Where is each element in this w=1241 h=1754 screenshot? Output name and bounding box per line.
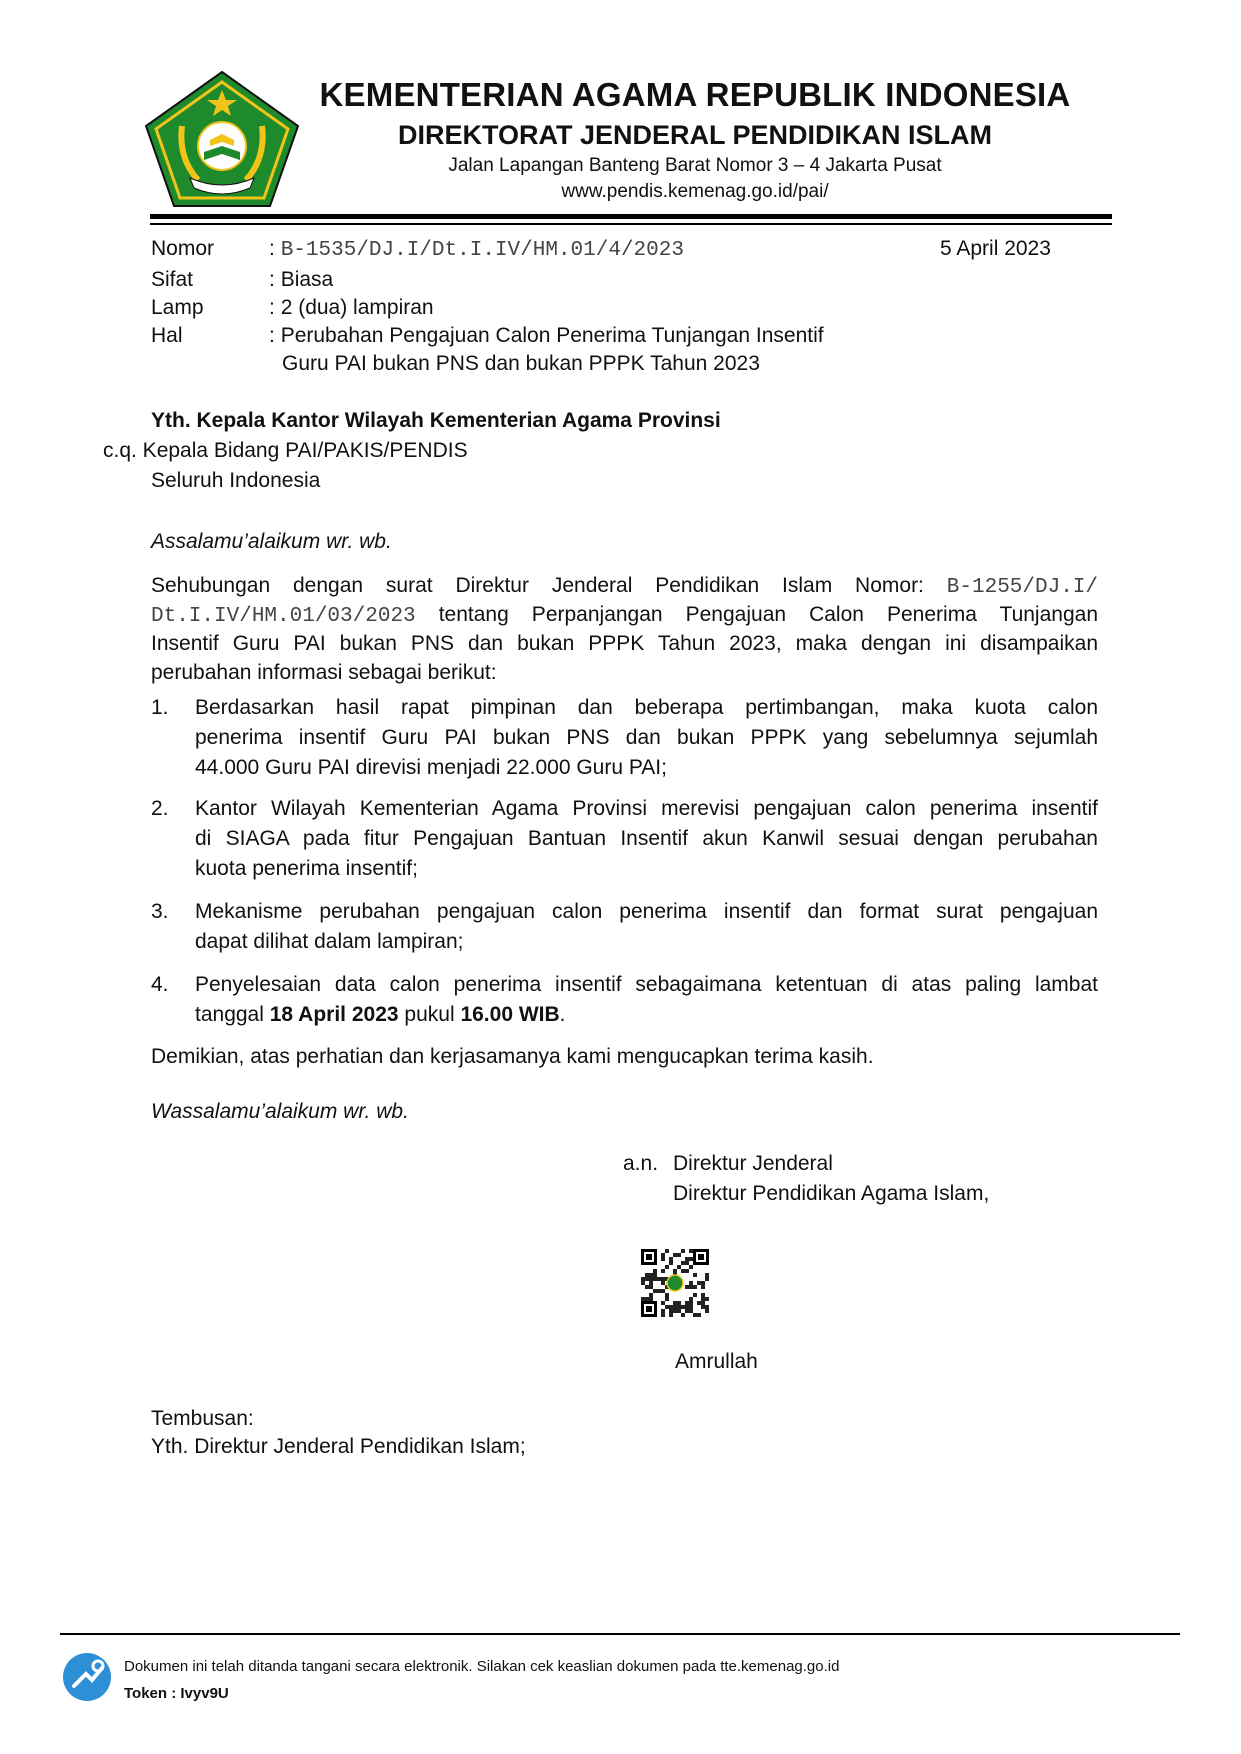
qr-module: [677, 1253, 681, 1257]
qr-module: [649, 1281, 653, 1285]
qr-module: [705, 1297, 709, 1301]
signature-an: a.n.: [623, 1152, 659, 1175]
qr-module: [641, 1281, 645, 1285]
qr-module: [661, 1301, 665, 1305]
qr-module: [657, 1277, 661, 1281]
nomor-value: B-1535/DJ.I/Dt.I.IV/HM.01/4/2023: [280, 239, 684, 262]
qr-module: [689, 1297, 693, 1301]
signatory-name: Amrullah: [675, 1350, 758, 1373]
colon: :: [269, 268, 275, 291]
letterhead-divider-thick: [150, 214, 1112, 219]
qr-module: [665, 1297, 669, 1301]
qr-module: [689, 1265, 693, 1269]
signature-title2: Direktur Pendidikan Agama Islam,: [673, 1182, 990, 1205]
recipient-line2: c.q. Kepala Bidang PAI/PAKIS/PENDIS: [103, 439, 468, 462]
list-item-1-line3: 44.000 Guru PAI direvisi menjadi 22.000 Guru PAI;: [195, 756, 667, 779]
qr-module: [685, 1309, 689, 1313]
deadline-prefix: tanggal: [195, 1003, 264, 1026]
colon: :: [269, 237, 275, 260]
qr-module: [681, 1249, 685, 1253]
qr-module: [665, 1265, 669, 1269]
list-item-2-line1: Kantor Wilayah Kementerian Agama Provinsi merevisi pengajuan calon penerima insentif: [195, 797, 1098, 820]
qr-module: [689, 1309, 693, 1313]
hal-label: Hal: [151, 324, 183, 347]
office-address: Jalan Lapangan Banteng Barat Nomor 3 – 4 Jakarta Pusat: [448, 155, 942, 176]
lamp-value: 2 (dua) lampiran: [280, 296, 434, 319]
hal-row: [269, 322, 824, 350]
qr-module: [701, 1305, 705, 1309]
sifat-value: Biasa: [280, 268, 334, 291]
qr-module: [665, 1249, 669, 1253]
qr-module: [689, 1301, 693, 1305]
qr-module: [661, 1289, 665, 1293]
list-item-number: 3.: [151, 900, 169, 923]
qr-module: [649, 1277, 653, 1281]
qr-module: [661, 1313, 665, 1317]
signature-title1: Direktur Jenderal: [673, 1152, 833, 1175]
tembusan-line1: Yth. Direktur Jenderal Pendidikan Islam;: [151, 1435, 526, 1458]
list-item-number: 1.: [151, 696, 169, 719]
ministry-name: KEMENTERIAN AGAMA REPUBLIK INDONESIA: [319, 76, 1071, 113]
qr-module: [649, 1285, 653, 1289]
qr-module: [669, 1309, 673, 1313]
verification-token: Token : Ivyv9U: [124, 1685, 229, 1702]
qr-module: [693, 1273, 697, 1277]
closing-text: Demikian, atas perhatian dan kerjasamanya kami mengucapkan terima kasih.: [151, 1045, 874, 1068]
list-item-number: 2.: [151, 797, 169, 820]
qr-module: [697, 1313, 701, 1317]
qr-module: [665, 1293, 669, 1297]
deadline-time: 16.00 WIB: [460, 1003, 560, 1026]
qr-module: [677, 1265, 681, 1269]
qr-module: [681, 1313, 685, 1317]
qr-module: [701, 1297, 705, 1301]
qr-module: [705, 1309, 709, 1313]
qr-module: [645, 1285, 649, 1289]
deadline-connector: pukul: [404, 1003, 455, 1026]
qr-module: [701, 1281, 705, 1285]
letter-date: 5 April 2023: [940, 237, 1051, 260]
intro-text: tentang Perpanjangan Pengajuan Calon Penerima Tunjangan: [438, 603, 1098, 626]
qr-module: [685, 1301, 689, 1305]
qr-module: [701, 1285, 705, 1289]
qr-module: [649, 1273, 653, 1277]
qr-module: [661, 1281, 665, 1285]
list-item-3-line1: Mekanisme perubahan pengajuan calon penerima insentif dan format surat pengajuan: [195, 900, 1098, 923]
qr-module: [677, 1309, 681, 1313]
qr-module: [641, 1277, 645, 1281]
footer-divider: [60, 1633, 1180, 1635]
hal-value-line2: Guru PAI bukan PNS dan bukan PPPK Tahun 2023: [282, 352, 760, 375]
nomor-label: Nomor: [151, 237, 215, 260]
website-url[interactable]: www.pendis.kemenag.go.id/pai/: [561, 181, 829, 202]
qr-module: [689, 1281, 693, 1285]
qr-module: [669, 1257, 673, 1261]
letterhead-divider-thin: [150, 223, 1112, 225]
qr-module: [673, 1305, 677, 1309]
colon: :: [269, 324, 275, 347]
qr-module: [645, 1277, 649, 1281]
qr-module: [641, 1297, 645, 1301]
directorate-name: DIREKTORAT JENDERAL PENDIDIKAN ISLAM: [397, 120, 993, 150]
qr-module: [697, 1281, 701, 1285]
qr-module: [653, 1289, 657, 1293]
qr-module: [697, 1301, 701, 1305]
intro-line1: [151, 571, 1098, 602]
qr-module: [653, 1269, 657, 1273]
qr-module: [689, 1285, 693, 1289]
qr-module: [701, 1301, 705, 1305]
qr-module: [661, 1309, 665, 1313]
list-item-number: 4.: [151, 973, 169, 996]
qr-module: [645, 1273, 649, 1277]
qr-module: [673, 1301, 677, 1305]
qr-module: [681, 1269, 685, 1273]
signature-qr-code[interactable]: [641, 1249, 709, 1317]
list-item-1-line2: penerima insentif Guru PAI bukan PNS dan bukan PPPK yang sebelumnya sejumlah: [195, 726, 1098, 749]
list-item-2-line2: di SIAGA pada fitur Pengajuan Bantuan Insentif akun Kanwil sesuai dengan perubahan: [195, 827, 1098, 850]
reference-number-part1: B-1255/DJ.I/: [946, 576, 1099, 599]
deadline-date: 18 April 2023: [269, 1003, 399, 1026]
qr-module: [689, 1257, 693, 1261]
qr-module: [681, 1261, 685, 1265]
qr-module: [661, 1257, 665, 1261]
qr-module: [661, 1269, 665, 1273]
qr-module: [689, 1305, 693, 1309]
qr-module: [701, 1293, 705, 1297]
qr-module: [685, 1269, 689, 1273]
sifat-label: Sifat: [151, 268, 194, 291]
qr-module: [685, 1285, 689, 1289]
hal-value-line1: Perubahan Pengajuan Calon Penerima Tunjangan Insentif: [280, 324, 824, 347]
qr-module: [705, 1277, 709, 1281]
qr-module: [685, 1305, 689, 1309]
lamp-label: Lamp: [151, 296, 204, 319]
qr-module: [653, 1273, 657, 1277]
qr-module: [705, 1273, 709, 1277]
qr-module: [685, 1257, 689, 1261]
tembusan-label: Tembusan:: [151, 1407, 254, 1430]
qr-module: [673, 1309, 677, 1313]
reference-number-part2: Dt.I.IV/HM.01/03/2023: [151, 605, 416, 628]
lamp-row: [269, 294, 434, 322]
qr-module: [661, 1277, 665, 1281]
esign-notice: Dokumen ini telah ditanda tangani secara elektronik. Silakan cek keaslian dokumen pada tte.kemenag.go.id: [124, 1658, 840, 1675]
recipient-line3: Seluruh Indonesia: [151, 469, 321, 492]
qr-module: [677, 1305, 681, 1309]
qr-module: [693, 1293, 697, 1297]
ministry-logo: [142, 68, 302, 210]
qr-module: [673, 1253, 677, 1257]
intro-text: Sehubungan dengan surat Direktur Jenderal Pendidikan Islam Nomor:: [151, 574, 924, 597]
qr-module: [649, 1297, 653, 1301]
list-item-2-line3: kuota penerima insentif;: [195, 857, 418, 880]
qr-module: [645, 1297, 649, 1301]
greeting: Assalamu’alaikum wr. wb.: [151, 530, 392, 553]
qr-module: [657, 1289, 661, 1293]
farewell: Wassalamu’alaikum wr. wb.: [151, 1100, 409, 1123]
sifat-row: [269, 266, 333, 294]
qr-module: [673, 1269, 677, 1273]
qr-module: [661, 1253, 665, 1257]
qr-module: [685, 1261, 689, 1265]
intro-line4: perubahan informasi sebagai berikut:: [151, 661, 497, 684]
qr-module: [665, 1305, 669, 1309]
qr-module: [669, 1305, 673, 1309]
list-item-1-line1: Berdasarkan hasil rapat pimpinan dan beberapa pertimbangan, maka kuota calon: [195, 696, 1098, 719]
deadline-period: .: [559, 1003, 566, 1026]
tte-verified-icon: [62, 1652, 112, 1702]
qr-module: [681, 1305, 685, 1309]
intro-line3: Insentif Guru PAI bukan PNS dan bukan PPPK Tahun 2023, maka dengan ini disampaikan: [151, 632, 1098, 655]
qr-module: [669, 1261, 673, 1265]
nomor-row: [269, 235, 684, 265]
list-item-4-line1: Penyelesaian data calon penerima insentif sebagaimana ketentuan di atas paling lambat: [195, 973, 1098, 996]
list-item-4-line2: [195, 1000, 1098, 1030]
qr-module: [649, 1293, 653, 1297]
recipient-line1: Yth. Kepala Kantor Wilayah Kementerian Agama Provinsi: [151, 409, 721, 432]
qr-module: [693, 1285, 697, 1289]
intro-line2: [151, 600, 1098, 631]
colon: :: [269, 296, 275, 319]
qr-module: [705, 1305, 709, 1309]
qr-module: [693, 1313, 697, 1317]
qr-module: [677, 1301, 681, 1305]
qr-module: [653, 1277, 657, 1281]
qr-module: [669, 1313, 673, 1317]
qr-module: [689, 1249, 693, 1253]
list-item-3-line2: dapat dilihat dalam lampiran;: [195, 930, 464, 953]
